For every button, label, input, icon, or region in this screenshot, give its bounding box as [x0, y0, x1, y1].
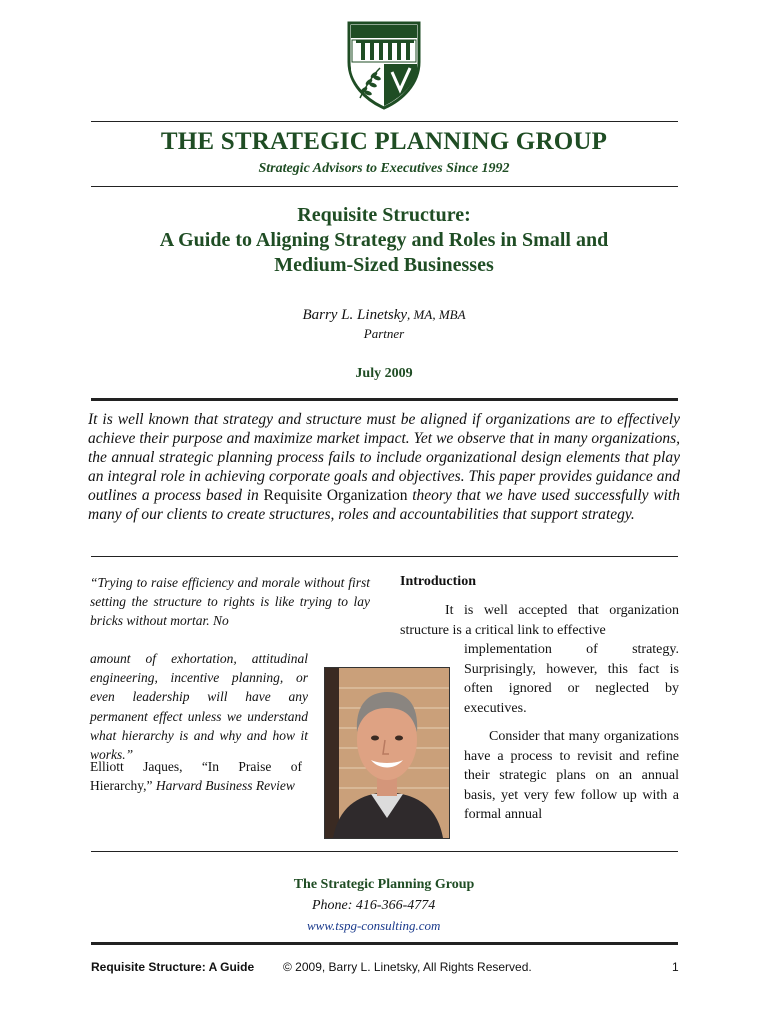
document-title — [0, 203, 768, 278]
introduction-paragraph-1-wide — [400, 601, 679, 640]
header-rule-top — [91, 121, 678, 122]
title-line-3: Medium-Sized Businesses — [274, 254, 494, 276]
tagline: Strategic Advisors to Executives Since 1992 — [258, 161, 510, 176]
title-line-1: Requisite Structure: — [297, 204, 471, 226]
abstract-rule-top — [91, 398, 678, 401]
footer-rule — [91, 942, 678, 945]
footer-doc-title: Requisite Structure: A Guide — [91, 960, 255, 974]
introduction-heading: Introduction — [400, 574, 476, 589]
footer-copyright: © 2009, Barry L. Linetsky, All Rights Reserved. — [283, 960, 532, 974]
citation-author: Elliott Jaques, “In Praise of Hierarchy,” — [90, 759, 302, 794]
author-role: Partner — [363, 326, 405, 341]
abstract-part-1: It is well known that strategy and structure must be aligned if organizations are to effectively achieve their purpose and maximize market impact. Yet we observe that in many organizations, the annual strategic planning process fails to include organizational design elements that play an integral role in achieving corporate goals and objectives. This paper provides guidance and outlines a process based in — [88, 411, 680, 504]
pull-quote-wide: “Trying to raise efficiency and morale without first setting the structure to rights is like trying to lay bricks without mortar. No — [90, 575, 370, 629]
page-number: 1 — [672, 960, 679, 974]
author-credentials: , MA, MBA — [407, 307, 466, 322]
quote-citation — [90, 757, 302, 795]
author-line — [0, 307, 768, 324]
introduction-paragraph-2 — [464, 727, 679, 825]
abstract-rule-bottom — [91, 556, 678, 557]
abstract — [88, 410, 680, 524]
shield-crest-icon — [346, 20, 422, 110]
contact-org: The Strategic Planning Group — [293, 877, 475, 892]
intro-p1-text: It is well accepted that organization structure is a critical link to effective — [400, 603, 679, 638]
author-portrait — [324, 667, 450, 839]
contact-rule — [91, 851, 678, 852]
org-name: THE STRATEGIC PLANNING GROUP — [160, 128, 608, 155]
title-line-2: A Guide to Aligning Strategy and Roles in Small and — [159, 229, 609, 251]
author-name: Barry L. Linetsky — [302, 307, 408, 323]
pull-quote-narrow: amount of exhortation, attitudinal engineering, incentive planning, or even leadership will have any permanent effect unless we understand what hierarchy is and why and how it works.” — [90, 651, 308, 763]
publication-date: July 2009 — [355, 366, 413, 381]
contact-phone: Phone: 416-366-4774 — [312, 898, 436, 913]
header-rule-bottom — [91, 186, 678, 187]
citation-source: Harvard Business Review — [155, 778, 295, 794]
abstract-term: Requisite Organization — [263, 487, 408, 504]
introduction-paragraph-1-narrow: implementation of strategy. Surprisingly, however, this fact is often ignored or neglected by executives. — [464, 642, 679, 716]
abstract-part-2: theory that we have used successfully with many of our clients to create structures, roles and accountabilities that support strategy. — [88, 487, 680, 523]
website-link[interactable]: www.tspg-consulting.com — [307, 918, 441, 933]
intro-p2-text: Consider that many organizations have a process to revisit and refine their strategic plans on an annual basis, yet very few follow up with a formal annual — [464, 729, 679, 822]
